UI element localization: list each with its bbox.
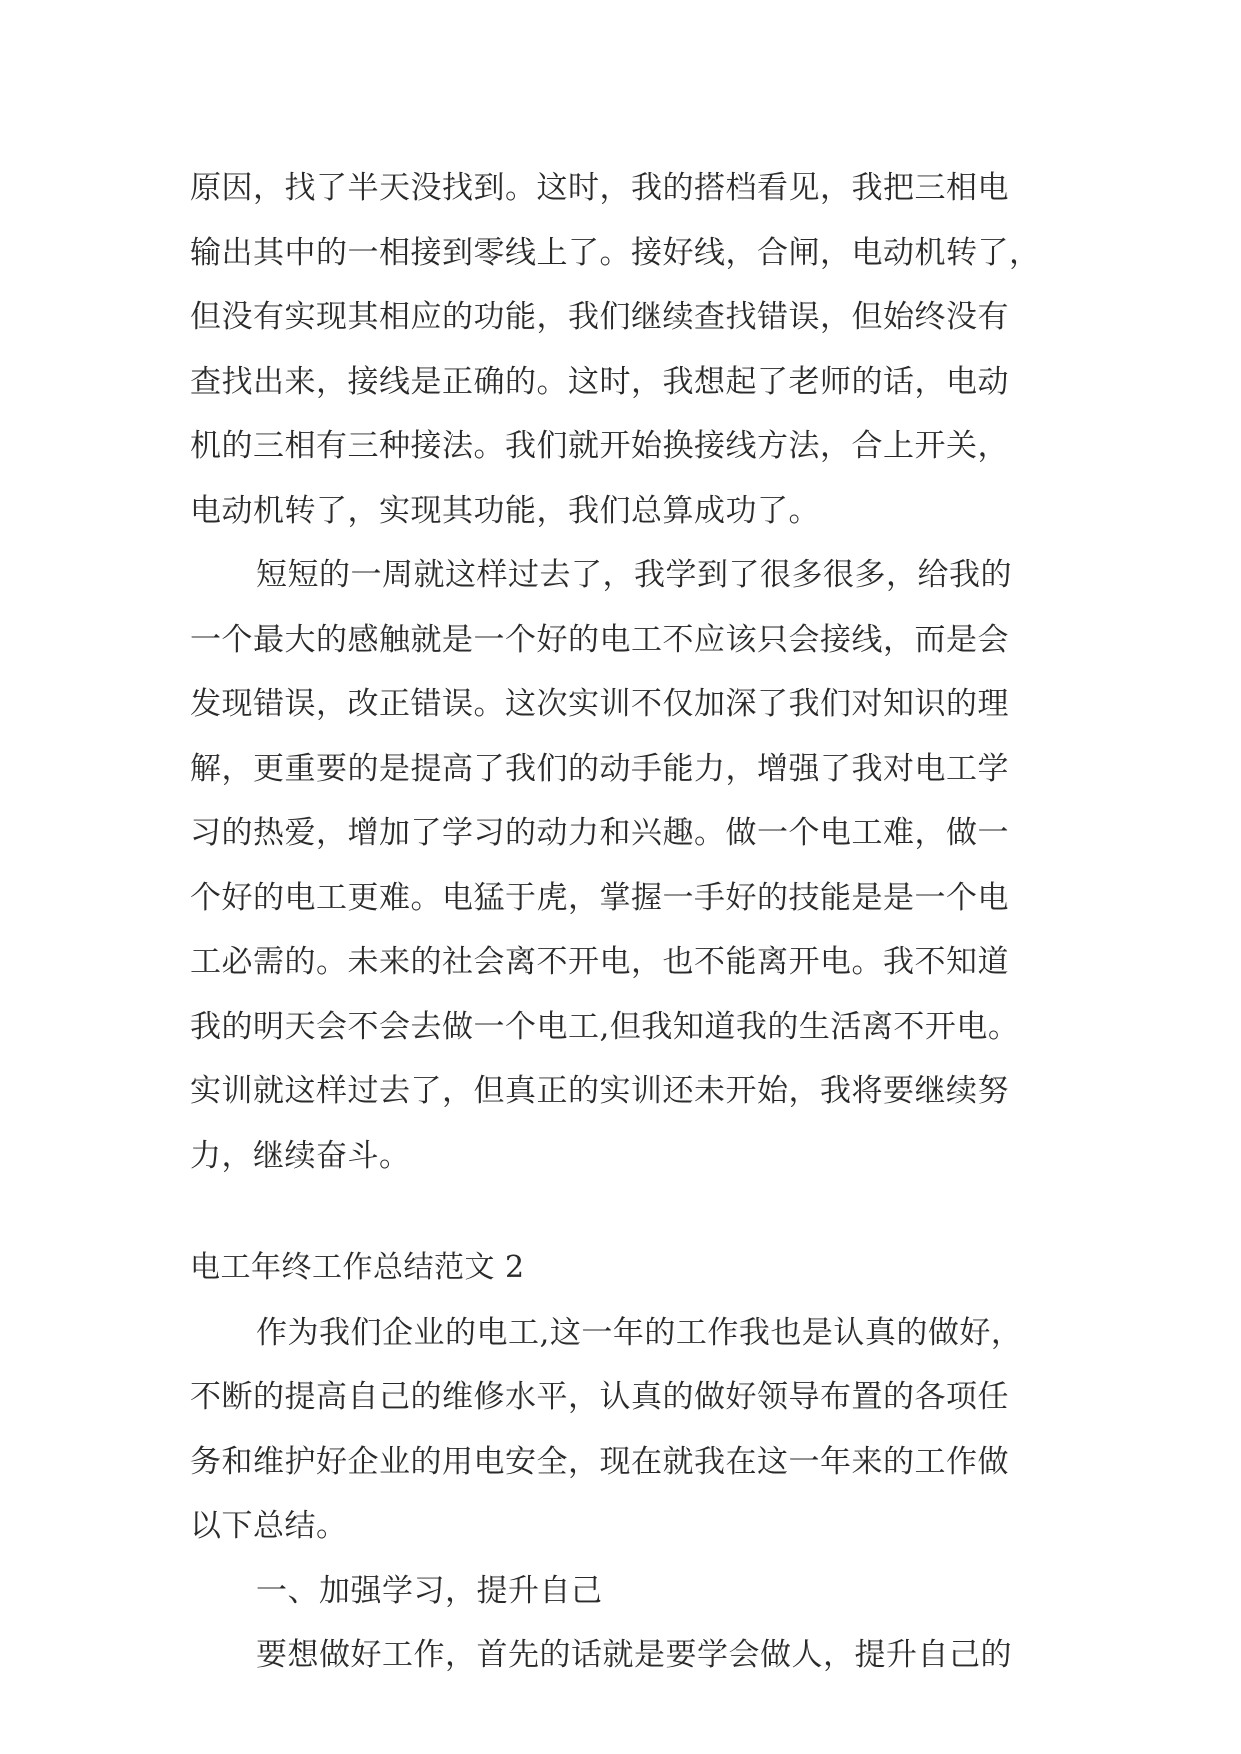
- paragraph-3: [190, 1301, 1060, 1559]
- text-line: 作为我们企业的电工,这一年的工作我也是认真的做好，: [256, 1314, 1023, 1351]
- text-line: 习的热爱，增加了学习的动力和兴趣。做一个电工难，做一: [190, 815, 1009, 851]
- text-line: 机的三相有三种接法。我们就开始换接线方法，合上开关，: [190, 428, 1009, 464]
- text-line: 电动机转了，实现其功能，我们总算成功了。: [190, 492, 820, 529]
- section-gap: [190, 1188, 1060, 1236]
- text-line: 输出其中的一相接到零线上了。接好线，合闸，电动机转了，: [190, 234, 1041, 271]
- text-line: 一个最大的感触就是一个好的电工不应该只会接线，而是会: [190, 621, 1009, 658]
- paragraph-4: [190, 1623, 1060, 1688]
- text-line: 查找出来，接线是正确的。这时，我想起了老师的话，电动: [190, 363, 1009, 400]
- text-line: 力，继续奋斗。: [190, 1137, 411, 1174]
- text-line: 工必需的。未来的社会离不开电，也不能离开电。我不知道: [190, 944, 1009, 980]
- text-line: 实训就这样过去了，但真正的实训还未开始，我将要继续努: [190, 1073, 1009, 1109]
- text-line: 发现错误，改正错误。这次实训不仅加深了我们对知识的理: [190, 686, 1009, 722]
- text-line: 我的明天会不会去做一个电工,但我知道我的生活离不开电。: [190, 1008, 1020, 1045]
- text-line: 以下总结。: [190, 1508, 348, 1544]
- paragraph-1: [190, 156, 1060, 543]
- text-line: 短短的一周就这样过去了，我学到了很多很多，给我的: [256, 557, 1012, 593]
- text-line: 解，更重要的是提高了我们的动手能力，增强了我对电工学: [190, 750, 1009, 787]
- text-line: 要想做好工作，首先的话就是要学会做人，提升自己的: [256, 1637, 1012, 1673]
- subheading: 一、加强学习，提升自己: [256, 1572, 603, 1609]
- text-line: 但没有实现其相应的功能，我们继续查找错误，但始终没有: [190, 299, 1009, 335]
- section-title: 电工年终工作总结范文 2: [190, 1250, 525, 1285]
- text-line: 个好的电工更难。电猛于虎，掌握一手好的技能是是一个电: [190, 879, 1009, 916]
- paragraph-2: [190, 543, 1060, 1188]
- text-line: 务和维护好企业的用电安全，现在就我在这一年来的工作做: [190, 1443, 1009, 1480]
- text-line: 原因，找了半天没找到。这时，我的搭档看见，我把三相电: [190, 170, 1009, 206]
- document-page: [190, 156, 1060, 1688]
- text-line: 不断的提高自己的维修水平，认真的做好领导布置的各项任: [190, 1379, 1009, 1415]
